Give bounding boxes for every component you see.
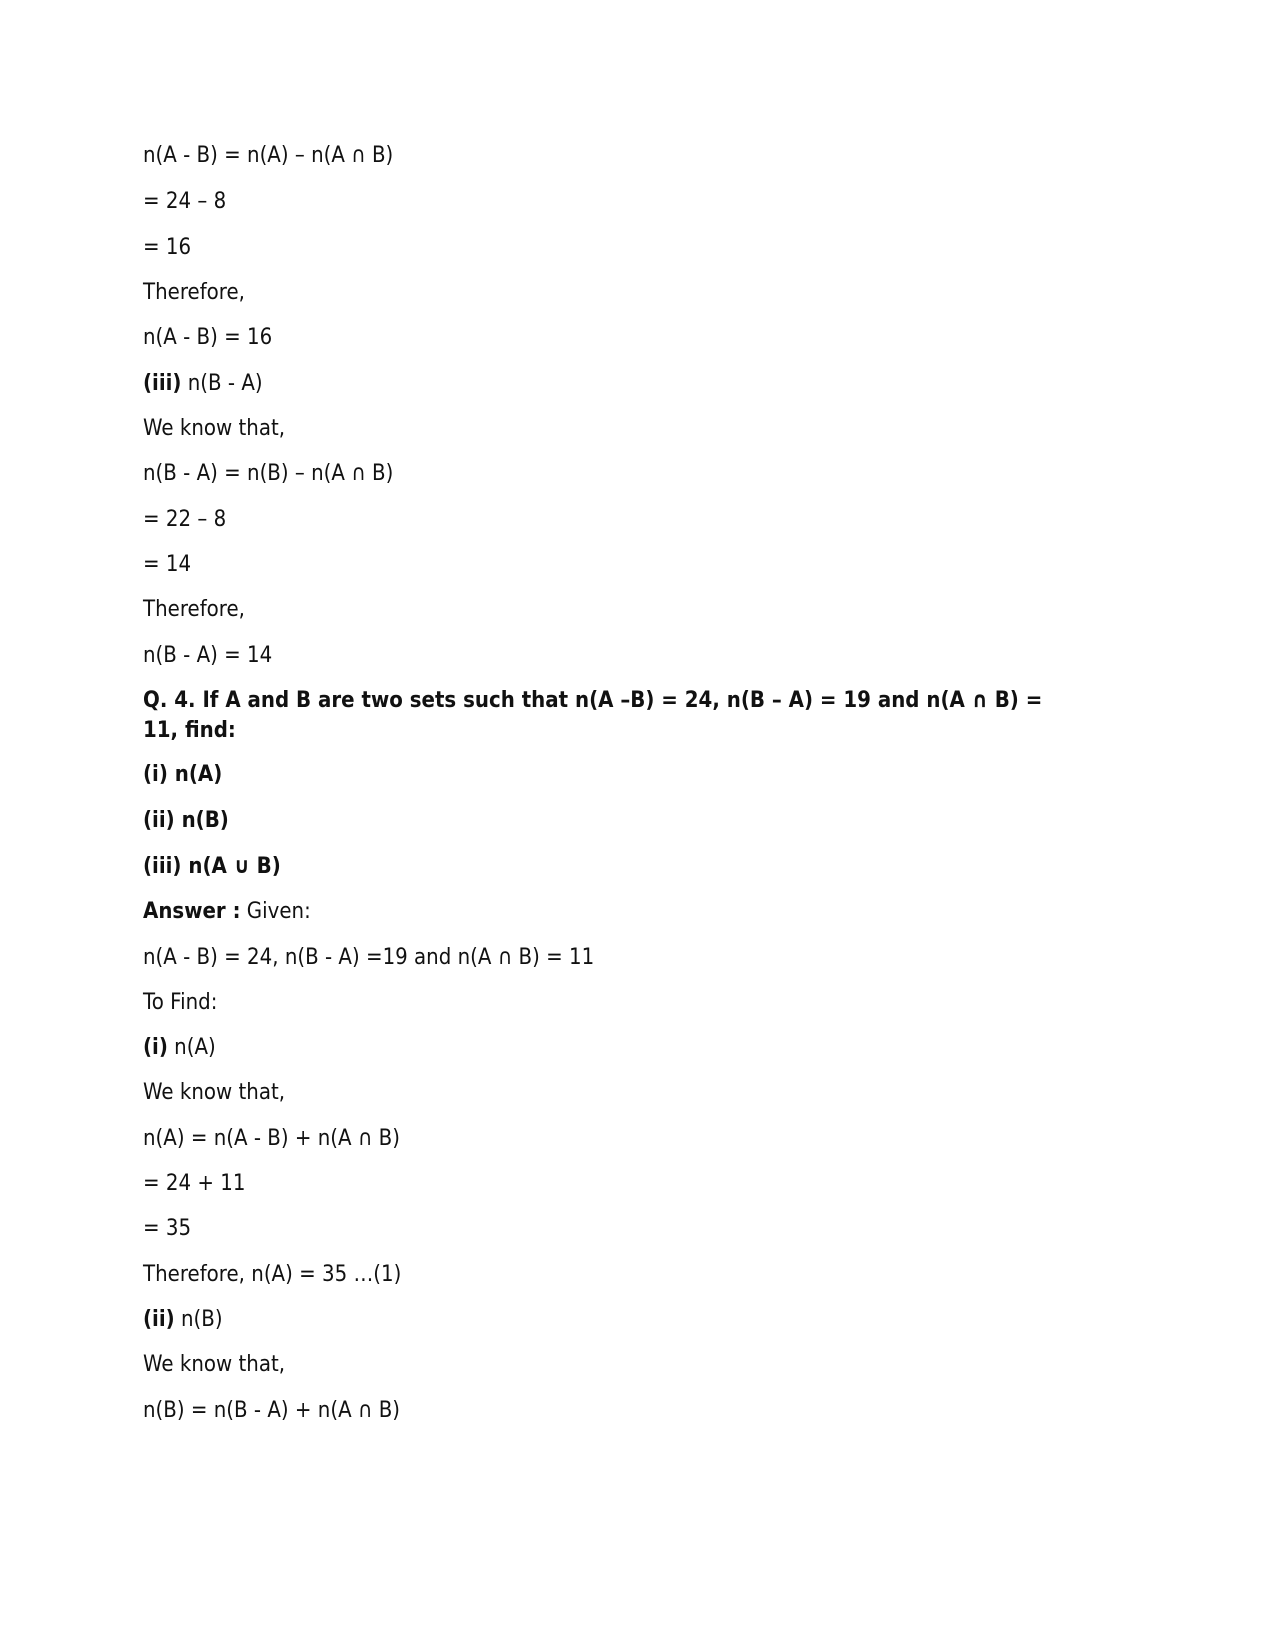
text-line <box>143 641 998 671</box>
line-text: Therefore, <box>143 597 245 622</box>
line-text: We know that, <box>143 1080 286 1105</box>
line-text: n(A - B) = 16 <box>143 325 273 350</box>
text-line <box>143 459 998 489</box>
text-line <box>143 806 998 836</box>
bold-label: (iii) n(A ∪ B) <box>143 854 281 879</box>
line-text: n(A) = n(A - B) + n(A ∩ B) <box>143 1126 400 1151</box>
text-line <box>143 278 998 308</box>
line-text: n(B - A) = 14 <box>143 643 273 668</box>
text-line <box>143 988 998 1018</box>
text-line <box>143 1124 998 1154</box>
text-line <box>143 550 998 580</box>
bold-label: Q. 4. If A and B are two sets such that n(A –B) = 24, n(B – A) = 19 and n(A ∩ B) = 11, find: <box>143 688 1043 743</box>
text-line <box>143 1260 998 1290</box>
line-text: We know that, <box>143 416 286 441</box>
text-line <box>143 233 998 263</box>
line-text: = 35 <box>143 1216 192 1241</box>
text-line <box>143 595 998 625</box>
text-line <box>143 414 998 444</box>
line-text: n(A - B) = 24, n(B - A) =19 and n(A ∩ B) = 11 <box>143 945 595 970</box>
line-text: n(B - A) = n(B) – n(A ∩ B) <box>143 461 394 486</box>
line-text: We know that, <box>143 1352 286 1377</box>
line-text: Given: <box>240 899 311 924</box>
text-line <box>143 943 998 973</box>
line-text: To Find: <box>143 990 218 1015</box>
line-text: Therefore, <box>143 280 245 305</box>
line-text: = 24 – 8 <box>143 189 227 214</box>
text-line <box>143 323 998 353</box>
text-line <box>143 1396 998 1426</box>
bold-label: (iii) <box>143 371 182 396</box>
line-text: n(A) <box>167 1035 216 1060</box>
line-text: = 24 + 11 <box>143 1171 246 1196</box>
line-text: = 14 <box>143 552 192 577</box>
line-text: = 16 <box>143 235 192 260</box>
text-line <box>143 1033 998 1063</box>
line-text: n(B) = n(B - A) + n(A ∩ B) <box>143 1398 401 1423</box>
text-line <box>143 1214 998 1244</box>
text-line <box>143 141 998 171</box>
text-line <box>143 897 998 927</box>
text-line <box>143 760 998 790</box>
text-line <box>143 1078 998 1108</box>
text-line <box>143 1305 998 1335</box>
question-heading <box>143 686 1061 746</box>
line-text: n(B - A) <box>181 371 263 396</box>
text-line <box>143 369 998 399</box>
bold-label: (i) <box>143 1035 168 1060</box>
bold-label: Answer : <box>143 899 241 924</box>
bold-label: (ii) <box>143 1307 175 1332</box>
text-line <box>143 1350 998 1380</box>
bold-label: (ii) n(B) <box>143 808 229 833</box>
text-line <box>143 1169 998 1199</box>
line-text: n(A - B) = n(A) – n(A ∩ B) <box>143 143 394 168</box>
line-text: = 22 – 8 <box>143 507 227 532</box>
bold-label: (i) n(A) <box>143 762 223 787</box>
line-text: n(B) <box>174 1307 223 1332</box>
text-line <box>143 187 998 217</box>
text-line <box>143 505 998 535</box>
line-text: Therefore, n(A) = 35 …(1) <box>143 1262 402 1287</box>
text-line <box>143 852 998 882</box>
